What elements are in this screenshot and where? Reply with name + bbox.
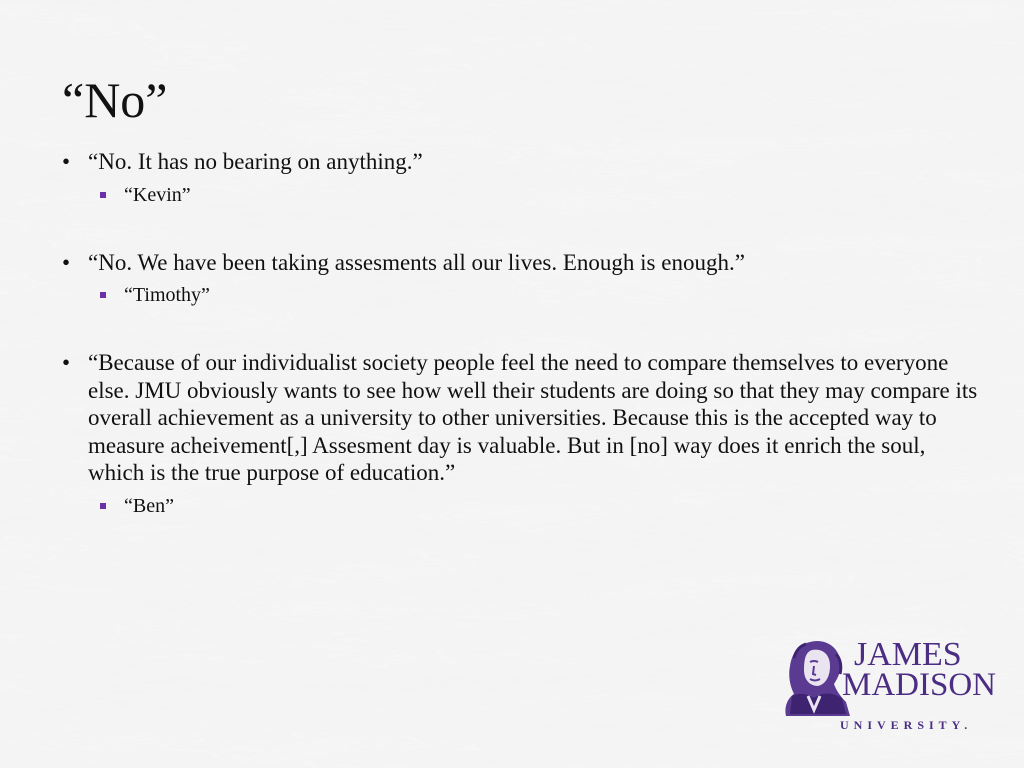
- bullet-dot-icon: •: [62, 249, 71, 275]
- bullet-dot-icon: •: [62, 350, 71, 375]
- quote-text: “No. It has no bearing on anything.”: [88, 149, 423, 174]
- square-bullet-icon: [100, 292, 106, 298]
- bullet-list: [62, 148, 982, 560]
- attribution-text: “Timothy”: [124, 284, 210, 306]
- quote-text: “No. We have been taking assesments all our lives. Enough is enough.”: [88, 249, 745, 275]
- attribution: [62, 182, 982, 208]
- square-bullet-icon: [100, 192, 106, 198]
- list-item: [62, 249, 982, 309]
- square-bullet-icon: [100, 503, 106, 509]
- logo-line-madison: MADISON: [842, 667, 997, 703]
- quote-bullet: [62, 349, 982, 487]
- logo-line-university: UNIVERSITY.: [840, 718, 973, 732]
- list-item: [62, 148, 982, 208]
- attribution: [62, 493, 982, 519]
- attribution: [62, 282, 982, 308]
- attribution-text: “Ben”: [124, 494, 174, 517]
- quote-bullet: [62, 249, 982, 277]
- bullet-dot-icon: •: [62, 149, 71, 174]
- logo-line-james: JAMES: [854, 636, 962, 673]
- quote-text: “Because of our individualist society people feel the need to compare themselves to everyone else. JMU obviously wants to see how well their students are doing so that they may compare its overall achievement as a university to other universities. Because this is the accepted way to measure acheivement[,] Assesment day is valuable. But in [no] way does it enrich the soul, which is the true purpose of education.”: [88, 350, 978, 485]
- jmu-logo: [780, 636, 997, 736]
- attribution-text: “Kevin”: [124, 183, 191, 206]
- list-item: [62, 349, 982, 519]
- slide-title: “No”: [62, 72, 168, 128]
- quote-bullet: [62, 148, 982, 176]
